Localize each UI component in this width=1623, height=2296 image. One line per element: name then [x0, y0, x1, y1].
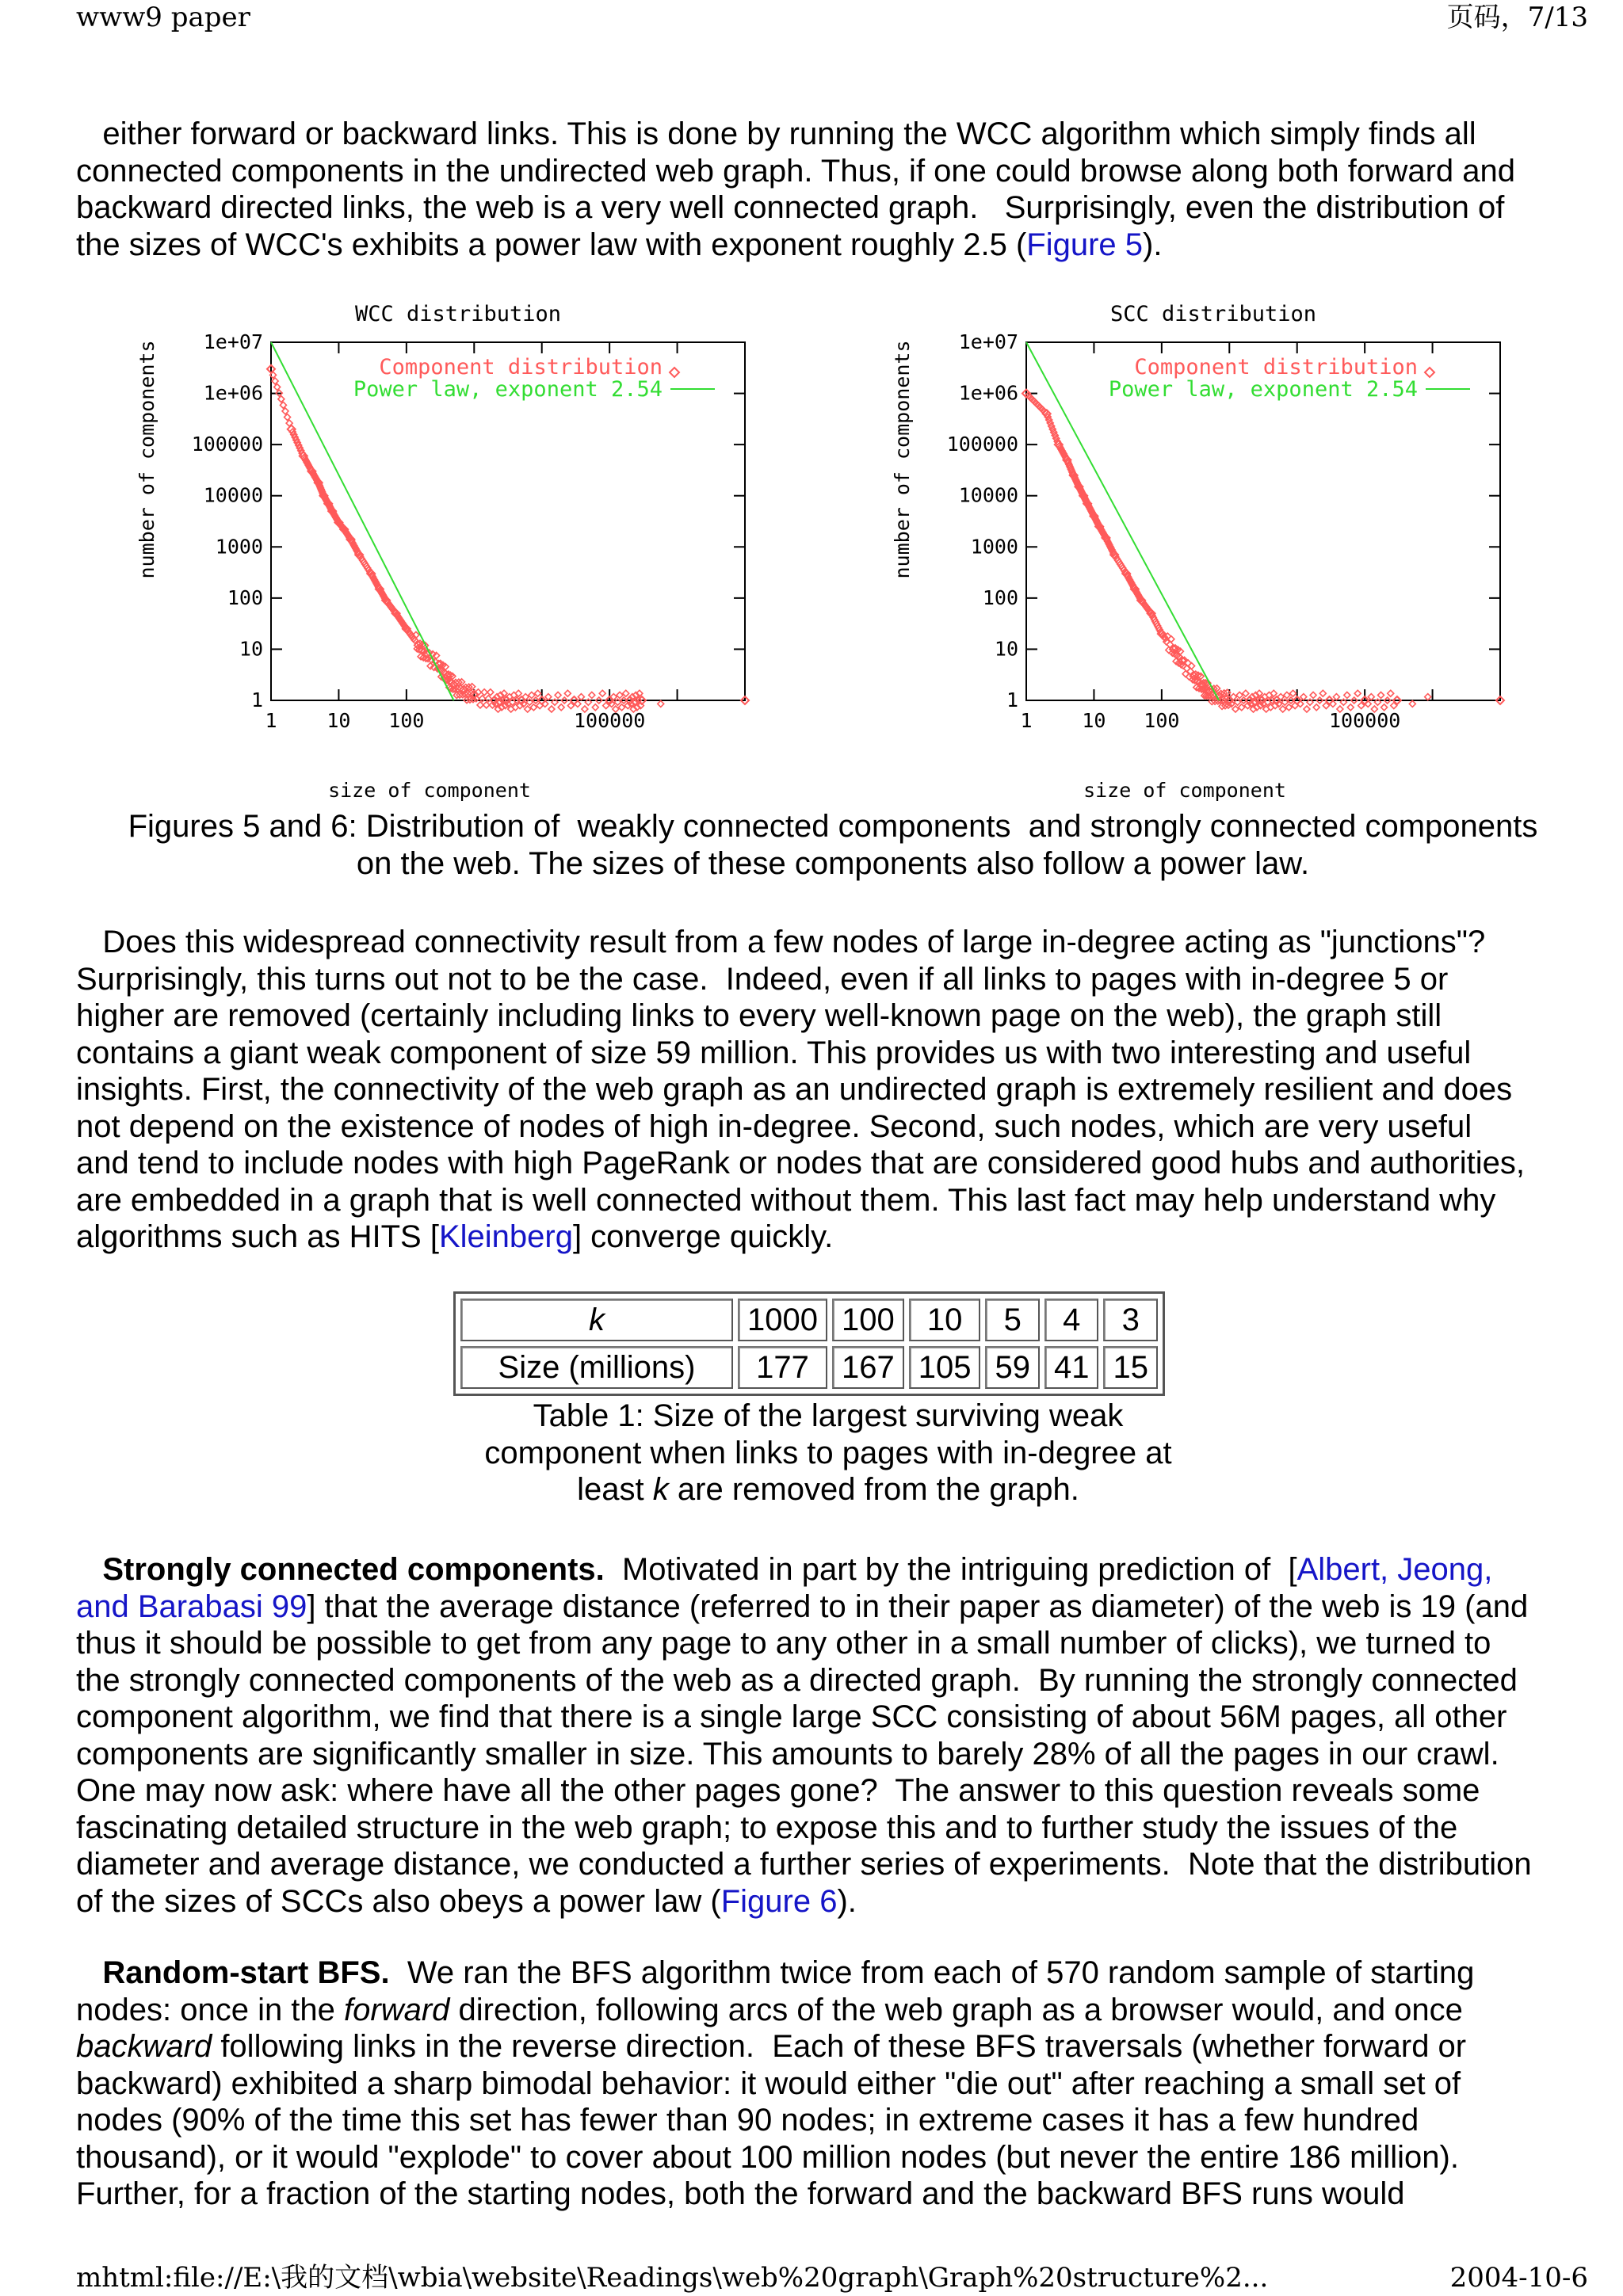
data-point: [1368, 694, 1374, 700]
page-number: 页码，7/13: [1446, 2, 1588, 33]
text-line: thus it should be possible to get from any page to any other in a small number of clicks), we turned to: [76, 1626, 1491, 1661]
text-line: Surprisingly, this turns out not to be the case. Indeed, even if all links to pages with in-degree 5 or: [76, 961, 1449, 997]
data-point: [1290, 690, 1296, 696]
x-tick-label: 10: [327, 709, 351, 732]
data-point: [1052, 432, 1058, 438]
text-line: higher are removed (certainly including links to every well-known page on the web), the graph still: [76, 998, 1442, 1033]
data-point: [1388, 690, 1394, 696]
data-point: [545, 694, 552, 700]
data-point: [1354, 690, 1361, 696]
x-tick-label: 100000: [573, 709, 646, 732]
page-header-title: www9 paper: [76, 2, 250, 33]
text-segment: ] converge quickly.: [572, 1219, 834, 1254]
text-segment: the sizes of WCC's exhibits a power law with exponent roughly 2.5 (: [76, 227, 1027, 262]
y-tick-label: 1000: [970, 535, 1018, 559]
data-point: [1284, 692, 1290, 698]
figure-caption: [76, 808, 1590, 882]
data-point: [529, 692, 535, 698]
text-segment: following links in the reverse direction. Each of these BFS traversals (whether forward or: [212, 2029, 1467, 2064]
text-line: [76, 1883, 1590, 1920]
text-line: diameter and average distance, we conducted a further series of experiments. Note that the distribution: [76, 1847, 1532, 1882]
figure-5-link[interactable]: Figure 5: [1026, 227, 1144, 262]
data-point: [1285, 704, 1292, 711]
y-axis-title: [136, 340, 158, 578]
data-point: [1280, 706, 1286, 712]
table-cell: 15: [1103, 1346, 1158, 1389]
caption-line: Figures 5 and 6: Distribution of weakly connected components and strongly connected components: [128, 809, 1538, 844]
table-cell: 100: [832, 1299, 904, 1341]
data-point: [1319, 690, 1326, 696]
data-point: [558, 704, 564, 711]
text-line: component algorithm, we find that there is a single large SCC consisting of about 56M pages, all other: [76, 1699, 1507, 1734]
data-point: [548, 706, 555, 712]
y-tick-label: 1000: [215, 535, 263, 559]
text-line: thousand), or it would "explode" to cover about 100 million nodes (but never the entire 186 million).: [76, 2139, 1459, 2175]
data-point: [530, 704, 537, 711]
table-cell: 177: [738, 1346, 827, 1389]
text-segment-italic: k: [652, 1472, 669, 1507]
y-tick-label: 10000: [958, 483, 1018, 507]
y-tick-label: 10000: [203, 483, 263, 507]
data-point: [1049, 426, 1056, 433]
data-point: [1409, 700, 1415, 707]
y-tick-label: 10: [239, 637, 263, 661]
text-line: [76, 1551, 1590, 1589]
table-header-k: k: [460, 1299, 733, 1341]
text-line: fascinating detailed structure in the web graph; to expose this and to further study the issues of the: [76, 1810, 1458, 1845]
text-line: backward) exhibited a sharp bimodal behavior: it would either "die out" after reaching a small set of: [76, 2065, 1461, 2101]
y-tick-label: 1: [1006, 688, 1018, 711]
text-line: [76, 1992, 1590, 2029]
caption-line: on the web. The sizes of these components also follow a power law.: [356, 845, 1310, 881]
table-header-size: Size (millions): [460, 1346, 733, 1389]
table-row-k: [460, 1299, 1158, 1341]
data-point: [564, 690, 571, 696]
data-point: [1300, 694, 1307, 700]
text-line: nodes (90% of the time this set has fewer than 90 nodes; in extreme cases it has a few hundred: [76, 2103, 1419, 2138]
x-tick-label: 1: [265, 709, 277, 732]
page-footer-date: 2004-10-6: [1449, 2262, 1588, 2294]
data-point: [1236, 692, 1243, 698]
scc-distribution-chart: [882, 301, 1516, 808]
legend-marker-distribution: [1425, 368, 1434, 377]
y-tick-label: 1e+06: [203, 381, 263, 405]
table-row-size: [460, 1346, 1158, 1389]
x-tick-label: 10: [1082, 709, 1106, 732]
table-surviving-component: [453, 1291, 1165, 1396]
table-cell: 1000: [738, 1299, 827, 1341]
paragraph-junctions: [76, 924, 1590, 1256]
x-axis-label: size of component: [328, 779, 531, 802]
table-cell: 167: [832, 1346, 904, 1389]
text-segment: Motivated in part by the intriguing prediction of [: [604, 1552, 1297, 1587]
x-tick-label: 1: [1020, 709, 1033, 732]
text-line: Does this widespread connectivity result from a few nodes of large in-degree acting as "junctions"?: [76, 925, 1486, 959]
text-segment: We ran the BFS algorithm twice from each of 570 random sample of starting: [389, 1955, 1475, 1990]
table-cell: 3: [1103, 1299, 1158, 1341]
text-segment: ).: [1143, 227, 1163, 262]
data-point: [1425, 694, 1431, 700]
text-segment-italic: backward: [76, 2029, 212, 2064]
text-line: are embedded in a graph that is well connected without them. This last fact may help understand why: [76, 1182, 1496, 1218]
data-point: [589, 692, 595, 698]
figure-6-link[interactable]: Figure 6: [720, 1883, 838, 1919]
paragraph-wcc: [76, 116, 1590, 263]
data-point: [525, 706, 531, 712]
kleinberg-link[interactable]: Kleinberg: [438, 1219, 573, 1254]
text-line: insights. First, the connectivity of the web graph as an undirected graph is extremely resilient and does: [76, 1072, 1513, 1107]
y-tick-label: 10: [994, 637, 1018, 661]
text-segment: direction, following arcs of the web graph as a browser would, and once: [449, 1992, 1463, 2027]
text-line: connected components in the undirected web graph. Thus, if one could browse along both forward and: [76, 153, 1515, 189]
data-point: [617, 692, 623, 698]
caption-line: Table 1: Size of the largest surviving weak: [533, 1398, 1124, 1433]
text-segment: ] that the average distance (referred to in their paper as diameter) of the web is 19 (and: [307, 1589, 1529, 1624]
data-point: [623, 690, 629, 696]
data-point: [555, 692, 561, 698]
legend-marker-distribution: [670, 368, 679, 377]
text-segment-italic: forward: [344, 1992, 450, 2027]
wcc-distribution-chart: [127, 301, 761, 808]
text-line: and tend to include nodes with high PageRank or nodes that are considered good hubs and authorities,: [76, 1146, 1525, 1180]
data-point: [599, 690, 605, 696]
text-segment: of the sizes of SCCs also obeys a power law (: [76, 1883, 721, 1919]
text-segment: are removed from the graph.: [668, 1472, 1079, 1507]
y-tick-label: 100000: [191, 433, 263, 456]
data-point: [1344, 692, 1350, 698]
data-point: [1310, 692, 1316, 698]
chart-title: SCC distribution: [1109, 302, 1317, 326]
text-line: contains a giant weak component of size 59 million. This provides us with two interesting and useful: [76, 1035, 1472, 1070]
text-line: backward directed links, the web is a very well connected graph. Surprisingly, even the distribution of: [76, 190, 1505, 225]
data-point: [1232, 706, 1239, 712]
x-axis-label: size of component: [1083, 779, 1286, 802]
text-line: [76, 2028, 1590, 2065]
table-cell: 5: [985, 1299, 1040, 1341]
text-line: [76, 1589, 1590, 1626]
text-line: either forward or backward links. This is done by running the WCC algorithm which simply finds all: [76, 116, 1476, 151]
caption-line: component when links to pages with in-degree at: [484, 1435, 1172, 1470]
data-point: [1051, 429, 1057, 436]
text-line: components are significantly smaller in size. This amounts to barely 28% of all the pages in our crawl.: [76, 1736, 1499, 1772]
data-point: [1047, 420, 1053, 426]
x-tick-label: 100: [388, 709, 425, 732]
text-segment: nodes: once in the: [76, 1992, 345, 2027]
y-axis-title: [891, 340, 914, 578]
data-point: [658, 700, 664, 707]
text-segment: algorithms such as HITS [: [76, 1219, 439, 1254]
x-tick-label: 100000: [1328, 709, 1401, 732]
table-cell: 59: [985, 1346, 1040, 1389]
data-point: [1333, 694, 1339, 700]
legend-entry-distribution: Component distribution: [1134, 355, 1418, 379]
y-tick-label: 1e+06: [958, 381, 1018, 405]
albert-jeong-barabasi-link-cont[interactable]: and Barabasi 99: [76, 1589, 307, 1624]
table-cell: 4: [1044, 1299, 1099, 1341]
y-tick-label: 1e+07: [203, 330, 263, 353]
caption-line: [444, 1471, 1212, 1508]
table-cell: 10: [909, 1299, 981, 1341]
data-point: [1048, 423, 1055, 429]
data-point: [1239, 704, 1245, 711]
text-line: Further, for a fraction of the starting nodes, both the forward and the backward BFS runs would: [76, 2176, 1405, 2211]
chart-title: WCC distribution: [354, 302, 562, 326]
y-tick-label: 100: [227, 585, 263, 609]
y-axis-label: number of components: [136, 340, 158, 579]
table-caption: [444, 1398, 1212, 1508]
data-point: [1304, 706, 1310, 712]
text-line: One may now ask: where have all the other pages gone? The answer to this question reveals some: [76, 1773, 1480, 1808]
page-footer-path: mhtml:file://E:\我的文档\wbia\website\Readings\web%20graph\Graph%20structure%2...: [76, 2262, 1269, 2294]
y-axis-label: number of components: [891, 340, 914, 579]
paragraph-scc: [76, 1551, 1590, 1920]
table-cell: 41: [1044, 1346, 1099, 1389]
text-line: [76, 1219, 1590, 1256]
data-point: [578, 694, 584, 700]
table-cell: 105: [909, 1346, 981, 1389]
legend-entry-distribution: Component distribution: [379, 355, 663, 379]
y-tick-label: 100000: [946, 433, 1018, 456]
data-point: [1378, 692, 1384, 698]
data-point: [1243, 690, 1249, 696]
data-point: [1313, 704, 1319, 711]
section-heading: Random-start BFS.: [102, 1955, 390, 1990]
y-tick-label: 100: [982, 585, 1018, 609]
paragraph-bfs: [76, 1955, 1590, 2213]
text-line: not depend on the existence of nodes of high in-degree. Second, such nodes, which are very useful: [76, 1108, 1472, 1144]
y-tick-label: 1: [250, 688, 263, 711]
x-tick-label: 100: [1144, 709, 1180, 732]
text-segment: ).: [837, 1883, 857, 1919]
legend-entry-fit: Power law, exponent 2.54: [353, 377, 663, 402]
text-line: the strongly connected components of the web as a directed graph. By running the strongly connected: [76, 1662, 1518, 1698]
y-tick-label: 1e+07: [958, 330, 1018, 353]
legend-entry-fit: Power law, exponent 2.54: [1108, 377, 1418, 402]
section-heading: Strongly connected components.: [102, 1552, 605, 1587]
data-point: [535, 690, 541, 696]
text-segment: least: [577, 1472, 653, 1507]
text-line: [76, 1955, 1590, 1992]
albert-jeong-barabasi-link[interactable]: Albert, Jeong,: [1296, 1552, 1493, 1587]
text-line: [76, 227, 1590, 264]
